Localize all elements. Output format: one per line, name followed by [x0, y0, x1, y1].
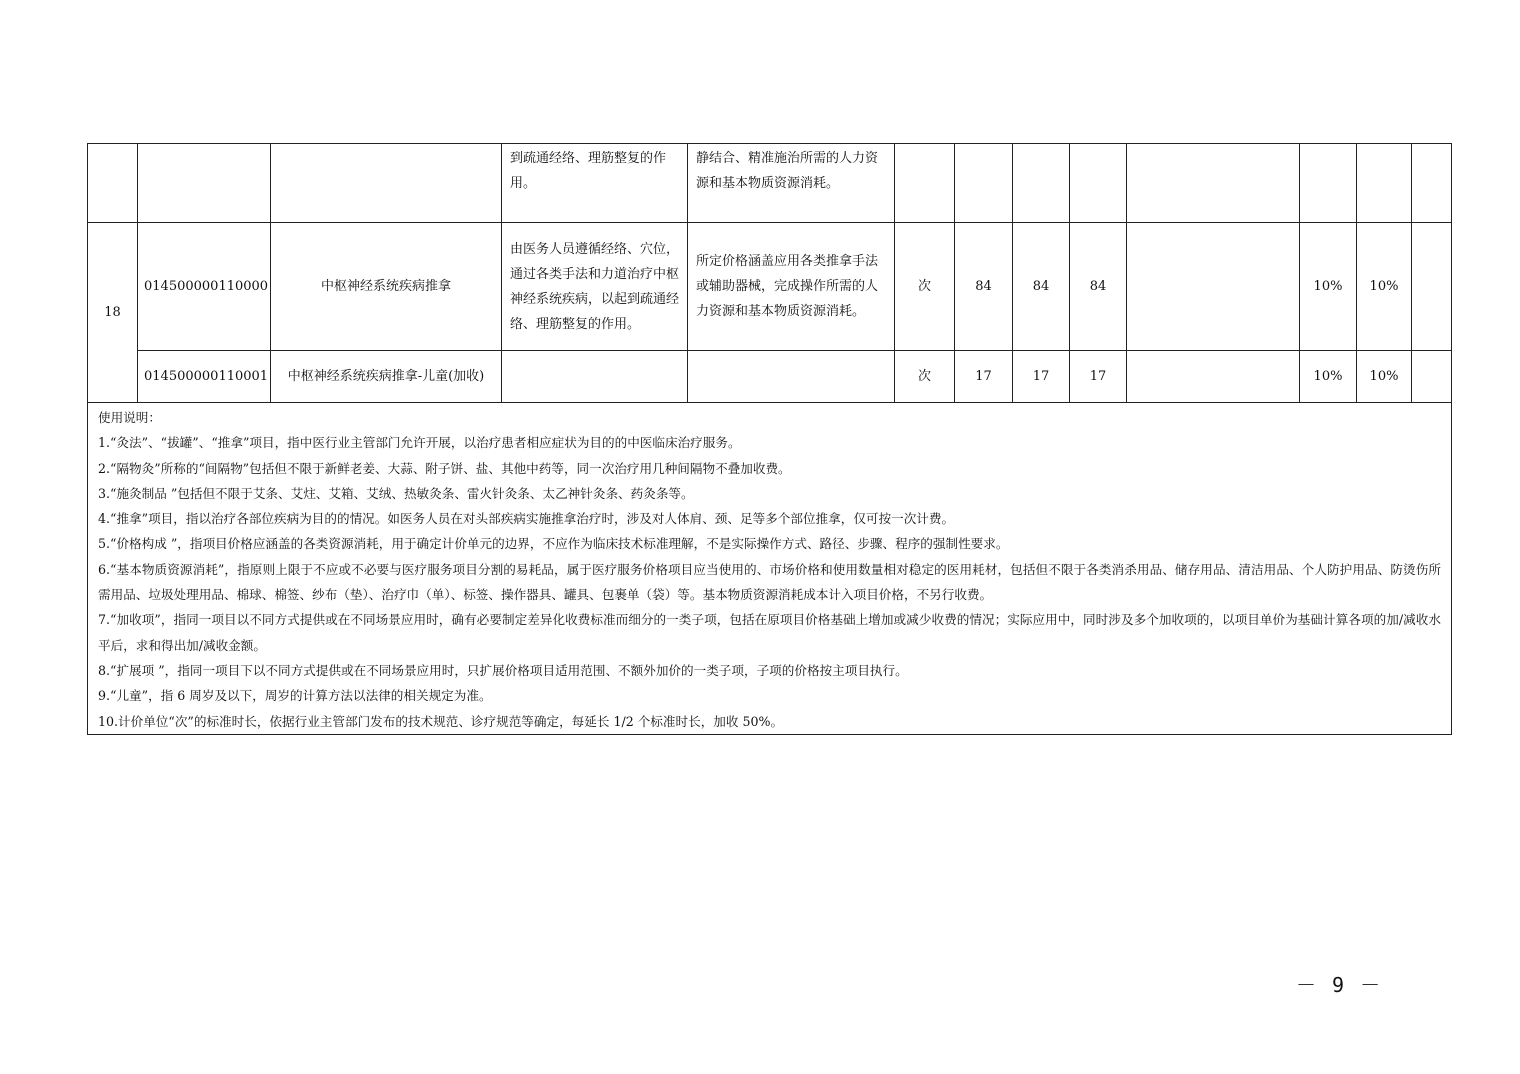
empty-cell: [1300, 144, 1357, 223]
ratio-cell: 10%: [1300, 351, 1357, 403]
price-cell: 84: [1013, 223, 1070, 351]
empty-cell: [1070, 144, 1127, 223]
price-composition-cell: 静结合、精准施治所需的人力资源和基本物质资源消耗。: [688, 144, 895, 223]
note-item: 7.“加收项”，指同一项目以不同方式提供或在不同场景应用时，确有必要制定差异化收费标准而细分的一类子项，包括在原项目价格基础上增加或减少收费的情况；实际应用中，同时涉及多个加收项的，以项目单价为基础计算各项的加/减收水平后，求和得出加/减收金额。: [98, 612, 1441, 653]
code-cell: [138, 144, 271, 223]
usage-notes: [88, 403, 1452, 735]
unit-cell: 次: [895, 223, 955, 351]
seq-cell: [88, 144, 138, 223]
price-cell: 17: [955, 351, 1013, 403]
content-cell: [502, 351, 688, 403]
remark-cell: [1127, 351, 1300, 403]
table-row: [88, 223, 1452, 351]
note-item: 2.“隔物灸”所称的“间隔物”包括但不限于新鲜老姜、大蒜、附子饼、盐、其他中药等，同一次治疗用几种间隔物不叠加收费。: [98, 460, 791, 476]
seq-cell: 18: [88, 223, 138, 403]
note-item: 1.“灸法”、“拔罐”、“推拿”项目，指中医行业主管部门允许开展，以治疗患者相应症状为目的的中医临床治疗服务。: [98, 435, 741, 451]
note-item: 9.“儿童”，指 6 周岁及以下，周岁的计算方法以法律的相关规定为准。: [98, 688, 492, 704]
ratio-cell: 10%: [1357, 223, 1412, 351]
price-cell: 17: [1070, 351, 1127, 403]
name-cell: [271, 144, 502, 223]
code-cell: 014500000110001: [138, 351, 271, 403]
price-cell: 84: [955, 223, 1013, 351]
price-cell: 17: [1013, 351, 1070, 403]
empty-cell: [1013, 144, 1070, 223]
price-cell: 84: [1070, 223, 1127, 351]
table-row: [88, 351, 1452, 403]
page-number: － 9 －: [1296, 973, 1383, 997]
empty-cell: [1412, 351, 1452, 403]
remark-cell: [1127, 223, 1300, 351]
name-cell: 中枢神经系统疾病推拿: [271, 223, 502, 351]
note-item: 8.“扩展项 ”，指同一项目下以不同方式提供或在不同场景应用时，只扩展价格项目适用范围、不额外加价的一类子项，子项的价格按主项目执行。: [98, 662, 908, 678]
ratio-cell: 10%: [1357, 351, 1412, 403]
notes-title: 使用说明：: [98, 410, 161, 425]
note-item: 3.“施灸制品 ”包括但不限于艾条、艾炷、艾箱、艾绒、热敏灸条、雷火针灸条、太乙神针灸条、药灸条等。: [98, 485, 694, 501]
note-item: 4.“推拿”项目，指以治疗各部位疾病为目的的情况。如医务人员在对头部疾病实施推拿治疗时，涉及对人体肩、颈、足等多个部位推拿，仅可按一次计费。: [98, 511, 955, 527]
empty-cell: [895, 144, 955, 223]
content-cell: 由医务人员遵循经络、穴位，通过各类手法和力道治疗中枢神经系统疾病，以起到疏通经络、理筋整复的作用。: [502, 223, 688, 351]
empty-cell: [1127, 144, 1300, 223]
table-row: [88, 144, 1452, 223]
empty-cell: [1412, 144, 1452, 223]
note-item: 10.计价单位“次”的标准时长，依据行业主管部门发布的技术规范、诊疗规范等确定，每延长 1/2 个标准时长，加收 50%。: [98, 713, 784, 729]
price-table: [87, 143, 1452, 735]
empty-cell: [955, 144, 1013, 223]
empty-cell: [1412, 223, 1452, 351]
price-composition-cell: 所定价格涵盖应用各类推拿手法或辅助器械，完成操作所需的人力资源和基本物质资源消耗。: [688, 223, 895, 351]
notes-row: [88, 403, 1452, 735]
name-cell: 中枢神经系统疾病推拿-儿童(加收): [271, 351, 502, 403]
code-cell: 014500000110000: [138, 223, 271, 351]
empty-cell: [1357, 144, 1412, 223]
note-item: 6.“基本物质资源消耗”，指原则上限于不应或不必要与医疗服务项目分割的易耗品，属于医疗服务价格项目应当使用的、市场价格和使用数量相对稳定的医用耗材，包括但不限于各类消杀用品、储存用品、清洁用品、个人防护用品、防烫伤所需用品、垃圾处理用品、棉球、棉签、纱布（垫）、治疗巾（单）、标签、操作器具、罐具、包裹单（袋）等。基本物质资源消耗成本计入项目价格，不另行收费。: [98, 561, 1441, 603]
content-cell: 到疏通经络、理筋整复的作用。: [502, 144, 688, 223]
note-item: 5.“价格构成 ”，指项目价格应涵盖的各类资源消耗，用于确定计价单元的边界，不应作为临床技术标准理解，不是实际操作方式、路径、步骤、程序的强制性要求。: [98, 536, 1009, 552]
ratio-cell: 10%: [1300, 223, 1357, 351]
price-composition-cell: [688, 351, 895, 403]
unit-cell: 次: [895, 351, 955, 403]
